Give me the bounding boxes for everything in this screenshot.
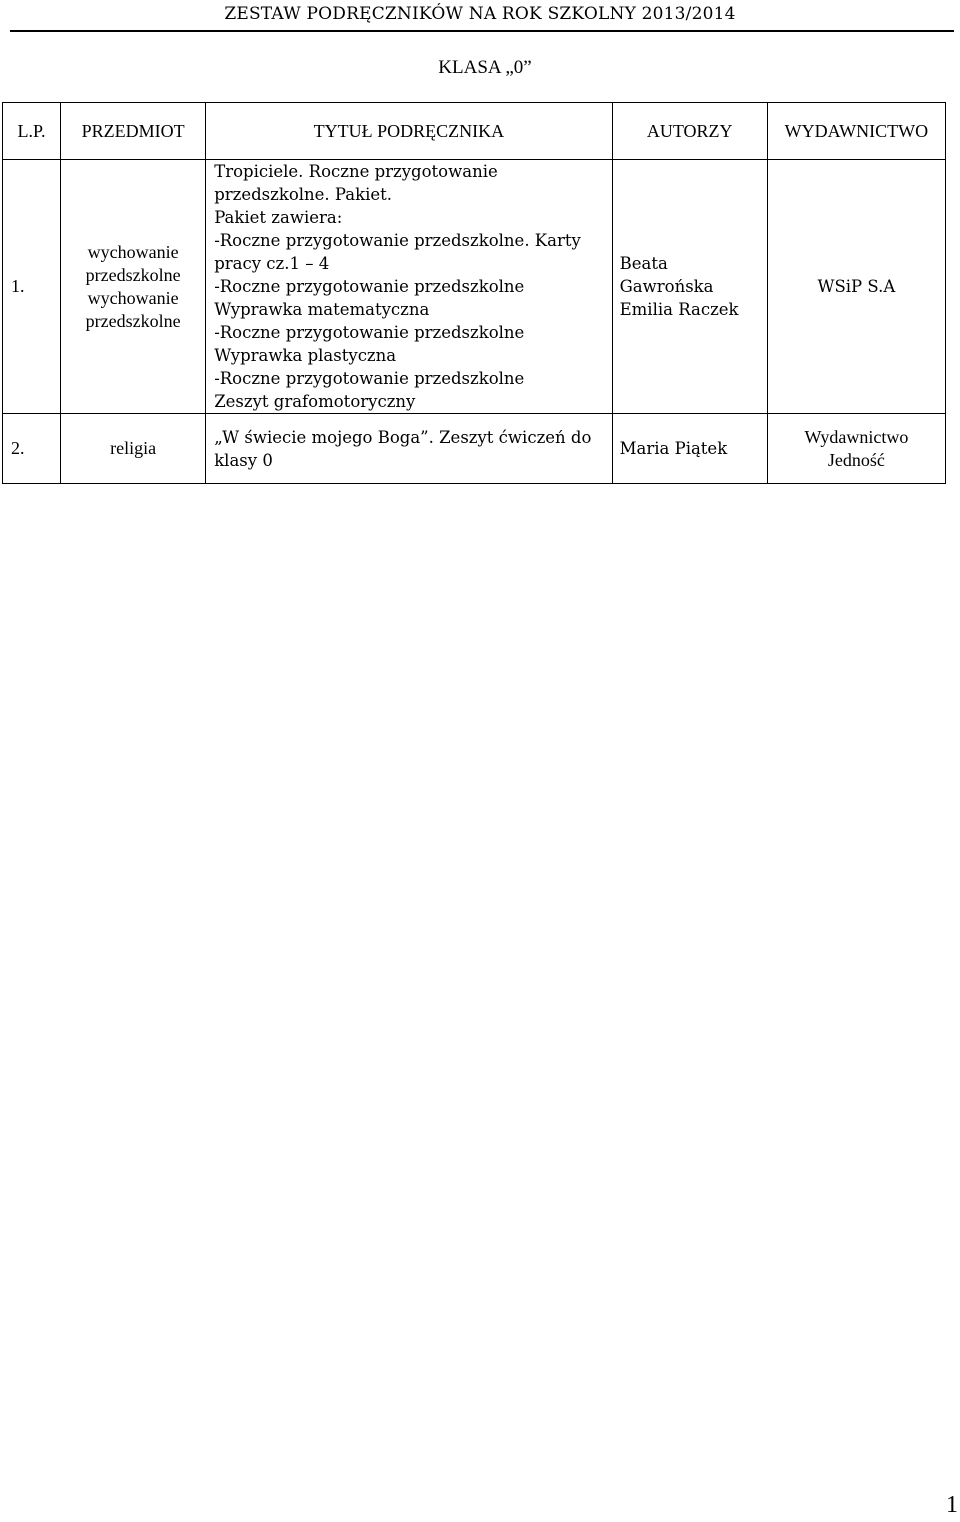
publisher-line: Wydawnictwo	[804, 426, 909, 447]
publisher-line: Jedność	[827, 449, 885, 470]
page-header	[0, 0, 960, 40]
author-line: Beata	[619, 254, 668, 273]
title-cell	[206, 414, 612, 484]
column-header-publisher: WYDAWNICTWO	[767, 103, 945, 160]
publisher-cell	[767, 414, 945, 484]
title-line: Wyprawka matematyczna	[214, 300, 430, 319]
class-title: KLASA „0”	[438, 57, 532, 78]
subject-line: wychowanie	[87, 287, 179, 308]
row-number: 2.	[3, 414, 61, 484]
title-line: klasy 0	[214, 450, 273, 470]
textbook-table	[2, 102, 946, 484]
subject-line: wychowanie	[87, 241, 179, 262]
table-row	[3, 160, 946, 414]
subject-cell	[61, 414, 206, 484]
title-line: pracy cz.1 – 4	[214, 254, 330, 273]
author-line: Gawrońska	[619, 277, 714, 296]
subject-line: religia	[110, 438, 157, 458]
title-line: Pakiet zawiera:	[214, 208, 343, 227]
title-line: Wyprawka plastyczna	[214, 346, 397, 365]
author-line: Maria Piątek	[619, 439, 728, 458]
title-cell	[206, 160, 612, 414]
subject-line: przedszkolne	[85, 264, 181, 285]
author-line: Emilia Raczek	[619, 300, 739, 319]
title-line: -Roczne przygotowanie przedszkolne	[214, 369, 525, 388]
title-line: Tropiciele. Roczne przygotowanie	[214, 162, 498, 181]
column-header-title: TYTUŁ PODRĘCZNIKA	[206, 103, 612, 160]
authors-cell	[612, 414, 767, 484]
title-line: -Roczne przygotowanie przedszkolne. Karty	[214, 231, 581, 250]
title-line: -Roczne przygotowanie przedszkolne	[214, 277, 525, 296]
column-header-authors: AUTORZY	[612, 103, 767, 160]
subject-cell	[61, 160, 206, 414]
document-title: ZESTAW PODRĘCZNIKÓW NA ROK SZKOLNY 2013/2014	[224, 4, 736, 24]
publisher-line: WSiP S.A	[817, 277, 896, 296]
row-number: 1.	[3, 160, 61, 414]
table-header-row	[3, 103, 946, 160]
column-header-subject: PRZEDMIOT	[61, 103, 206, 160]
authors-cell	[612, 160, 767, 414]
title-line: -Roczne przygotowanie przedszkolne	[214, 323, 525, 342]
title-line: przedszkolne. Pakiet.	[214, 185, 393, 204]
header-rule	[10, 30, 954, 32]
subject-line: przedszkolne	[85, 310, 181, 331]
publisher-cell	[767, 160, 945, 414]
column-header-lp: L.P.	[3, 103, 61, 160]
title-line: Zeszyt grafomotoryczny	[214, 392, 416, 411]
table-row	[3, 414, 946, 484]
title-line: „W świecie mojego Boga”. Zeszyt ćwiczeń do	[214, 427, 592, 447]
page-number: 1	[946, 1492, 958, 1518]
